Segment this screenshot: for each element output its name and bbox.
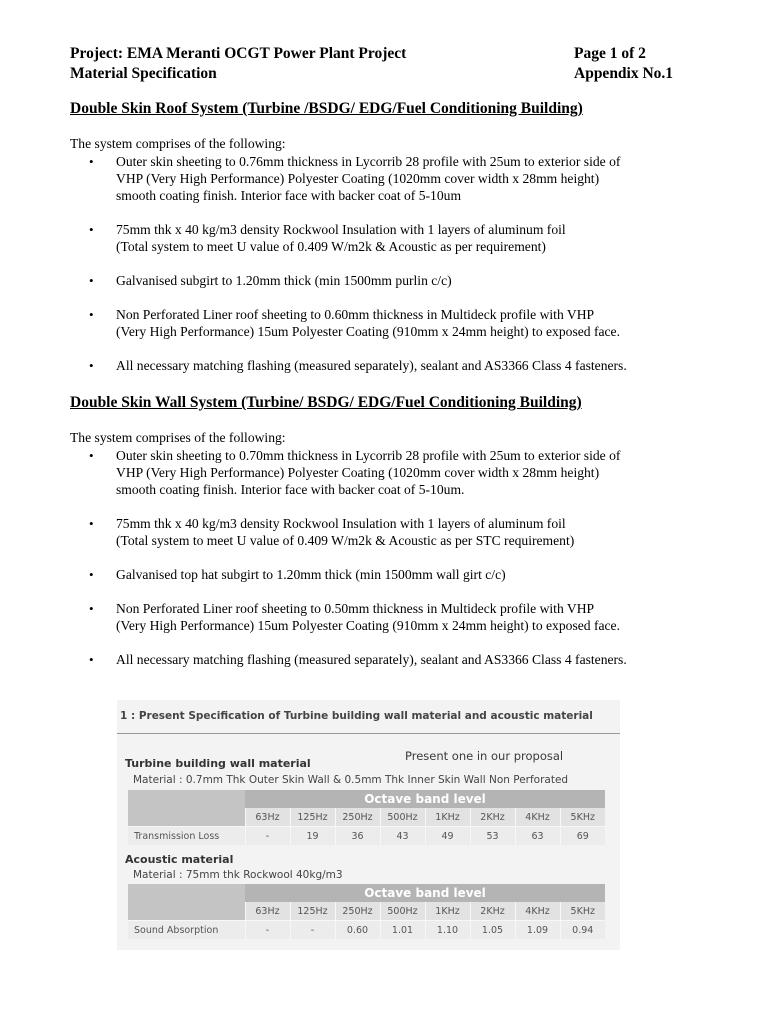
value-cell: 19 [290,827,335,846]
octave-band-header: Octave band level [245,790,605,808]
value-cell: 1.10 [425,921,470,940]
wall-section-title: Double Skin Wall System (Turbine/ BSDG/ EDG/Fuel Conditioning Building) [70,394,582,411]
frequency-cell: 5KHz [560,902,605,921]
spec-line: (Total system to meet U value of 0.409 W/m2k & Acoustic as per STC requirement) [116,533,575,548]
bullet-icon: • [89,516,94,531]
bullet-icon: • [89,222,94,237]
frequency-cell: 500Hz [380,902,425,921]
page-number: Page 1 of 2 [574,45,646,62]
roof-spec-list [70,153,710,391]
row-label: Transmission Loss [128,827,245,846]
wall-spec-list [70,447,710,685]
frequency-cell: 125Hz [290,902,335,921]
bullet-icon: • [89,358,94,373]
document-type: Material Specification [70,65,217,82]
spec-item [70,566,710,583]
bullet-icon: • [89,273,94,288]
table-corner [128,790,245,827]
spec-line: 75mm thk x 40 kg/m3 density Rockwool Insulation with 1 layers of aluminum foil [116,222,566,237]
spec-line: All necessary matching flashing (measured separately), sealant and AS3366 Class 4 fasteners. [116,358,627,373]
acoustic-material-heading: Acoustic material [125,853,234,866]
spec-line: All necessary matching flashing (measured separately), sealant and AS3366 Class 4 fasteners. [116,652,627,667]
value-cell: 69 [560,827,605,846]
spec-line: Outer skin sheeting to 0.70mm thickness in Lycorrib 28 profile with 25um to exterior side of [116,448,621,463]
frequency-cell: 63Hz [245,808,290,827]
spec-line: VHP (Very High Performance) Polyester Coating (1020mm cover width x 28mm height) [116,465,600,480]
frequency-cell: 125Hz [290,808,335,827]
spec-item [70,357,710,374]
octave-band-header: Octave band level [245,884,605,902]
spec-line: Galvanised top hat subgirt to 1.20mm thick (min 1500mm wall girt c/c) [116,567,506,582]
header-row-1 [70,45,694,63]
bullet-icon: • [89,448,94,463]
frequency-cell: 2KHz [470,808,515,827]
appendix-label: Appendix No.1 [574,65,674,82]
value-cell: 49 [425,827,470,846]
value-cell: 43 [380,827,425,846]
spec-line: (Very High Performance) 15um Polyester Coating (910mm x 24mm height) to exposed face. [116,618,620,633]
spec-item [70,272,710,289]
spec-line: Non Perforated Liner roof sheeting to 0.60mm thickness in Multideck profile with VHP [116,307,595,322]
value-cell: 0.94 [560,921,605,940]
value-cell: 63 [515,827,560,846]
spec-line: Galvanised subgirt to 1.20mm thick (min 1500mm purlin c/c) [116,273,452,288]
frequency-cell: 1KHz [425,808,470,827]
spec-item [70,600,710,634]
frequency-cell: 63Hz [245,902,290,921]
spec-line: Non Perforated Liner roof sheeting to 0.50mm thickness in Multideck profile with VHP [116,601,595,616]
spec-item [70,306,710,340]
wall-material-heading: Turbine building wall material [125,757,311,770]
bullet-icon: • [89,154,94,169]
bullet-icon: • [89,307,94,322]
frequency-cell: 250Hz [335,808,380,827]
value-cell: 36 [335,827,380,846]
acoustic-material-desc: Material : 75mm thk Rockwool 40kg/m3 [133,869,343,881]
spec-line: smooth coating finish. Interior face with backer coat of 5-10um. [116,482,465,497]
frequency-cell: 2KHz [470,902,515,921]
header-row-2 [70,65,694,83]
frequency-cell: 5KHz [560,808,605,827]
transmission-loss-table [128,790,605,845]
project-title: Project: EMA Meranti OCGT Power Plant Project [70,45,407,62]
spec-line: (Total system to meet U value of 0.409 W/m2k & Acoustic as per requirement) [116,239,546,254]
figure-title: 1 : Present Specification of Turbine building wall material and acoustic material [120,710,593,722]
sound-absorption-table [128,884,605,939]
frequency-cell: 1KHz [425,902,470,921]
wall-material-desc: Material : 0.7mm Thk Outer Skin Wall & 0.5mm Thk Inner Skin Wall Non Perforated [133,774,569,786]
roof-intro: The system comprises of the following: [70,136,286,151]
spec-line: smooth coating finish. Interior face with backer coat of 5-10um [116,188,462,203]
spec-item [70,153,710,204]
spec-line: 75mm thk x 40 kg/m3 density Rockwool Insulation with 1 layers of aluminum foil [116,516,566,531]
value-cell: 0.60 [335,921,380,940]
value-cell: 1.09 [515,921,560,940]
spec-item [70,515,710,549]
spec-item [70,221,710,255]
spec-line: (Very High Performance) 15um Polyester Coating (910mm x 24mm height) to exposed face. [116,324,620,339]
value-cell: - [245,827,290,846]
wall-intro: The system comprises of the following: [70,430,286,445]
figure-divider [117,733,620,734]
value-cell: - [245,921,290,940]
value-cell: 53 [470,827,515,846]
frequency-cell: 250Hz [335,902,380,921]
value-cell: 1.01 [380,921,425,940]
sound-absorption-row [128,921,605,940]
bullet-icon: • [89,601,94,616]
frequency-cell: 4KHz [515,902,560,921]
table-corner [128,884,245,921]
value-cell: - [290,921,335,940]
spec-item [70,447,710,498]
value-cell: 1.05 [470,921,515,940]
transmission-loss-row [128,827,605,846]
frequency-cell: 4KHz [515,808,560,827]
acoustic-spec-figure [117,700,620,950]
bullet-icon: • [89,567,94,582]
roof-section-title: Double Skin Roof System (Turbine /BSDG/ EDG/Fuel Conditioning Building) [70,100,583,117]
frequency-cell: 500Hz [380,808,425,827]
bullet-icon: • [89,652,94,667]
row-label: Sound Absorption [128,921,245,940]
spec-line: VHP (Very High Performance) Polyester Coating (1020mm cover width x 28mm height) [116,171,600,186]
proposal-note: Present one in our proposal [405,749,564,763]
spec-item [70,651,710,668]
spec-line: Outer skin sheeting to 0.76mm thickness in Lycorrib 28 profile with 25um to exterior side of [116,154,621,169]
